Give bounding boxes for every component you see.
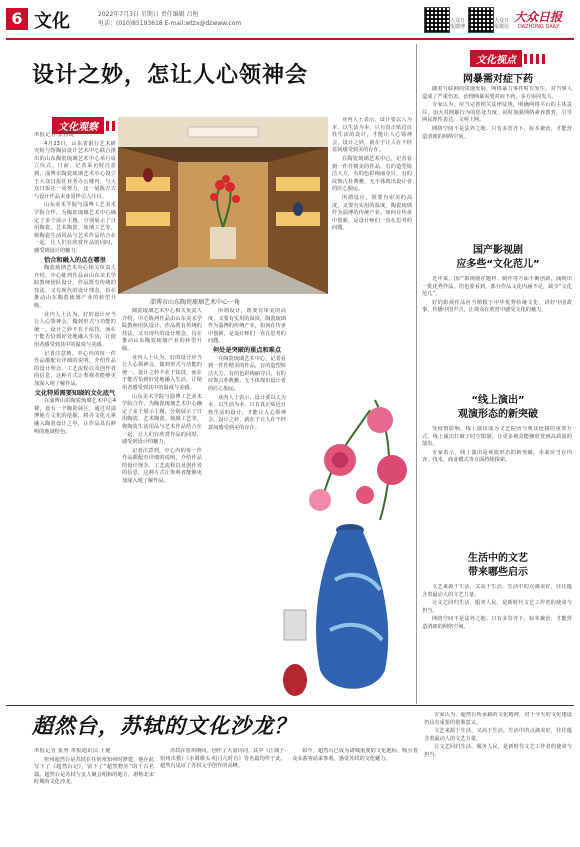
bottom-paragraph: 密州超然台是苏轼在任密州知州时修建，他在此写下了《超然台记》，留下了“超然物外”的千古名篇。超然台是苏轼与友人聚会唱和的地方，堪称北宋时期的文化沙龙。 (34, 756, 154, 786)
gallery-photo (118, 117, 328, 294)
middle-paragraph: 所谓设计，既要有审美的高度，又要有实用的温度。陶瓷琉璃作为淄博的传统产业，如何在传承中创新，是设计师们一直在思考的问题。 (208, 308, 286, 345)
middle-article (208, 308, 286, 700)
left-paragraph: 陶瓷琉璃艺术中心相关负责人介绍，中心陈列作品由山东美术学院教师团队设计，作品既有传统的技法，又有现代的设计理念，旨在推动山东陶瓷琉璃产业的转型升级。 (34, 265, 116, 310)
middle-paragraph: 业内人士表示，设计要以人为本，以生活为本，只有真正贴近百姓生活的设计，才能让人心领神会。设计之妙，就在于让人在不经意间感受到美的存在。 (332, 117, 412, 154)
newspaper-logo: 大众日报 (514, 10, 563, 24)
newspaper-logo-sub: DAZHONG DAILY (518, 24, 560, 30)
right-paragraph: 近年来，国产影视剧在题材、制作等方面不断创新，涌现出一批优秀作品。但也要看到，部分作品文化内涵不足，缺少“文化范儿”。 (422, 276, 572, 298)
blue-vase-illustration (280, 380, 420, 705)
page-header (6, 4, 574, 40)
middle-paragraph: 所谓设计，既要有审美的高度，又要有实用的温度。陶瓷琉璃作为淄博的传统产业，如何在传承中创新，是设计师们一直在思考的问题。 (332, 194, 412, 232)
tag-label: 文化视点 (470, 50, 522, 67)
page-number: 6 (6, 8, 28, 30)
bottom-paragraph: 文艺来源于生活，又高于生活。生活中的点滴美好，往往蕴含着最动人的文艺力量。 (424, 728, 572, 742)
right-paragraph: 网络空间不是法外之地。只有多管齐下、标本兼治，才能营造清朗的网络空间。 (422, 616, 572, 630)
bottom-paragraph: 如今，超然台已成为诸城重要的文化地标，吸引着众多游客前来参观，感受苏轼的文化魅力。 (292, 748, 418, 762)
right-paragraph: 网络空间不是法外之地。只有多管齐下、标本兼治，才能营造清朗的网络空间。 (422, 125, 572, 140)
left-paragraph: 在淄博山东陶瓷琉璃艺术中心4楼，设有一个陶瓷展区，通过对淄博地方文化的挖掘，将齐文化元素融入陶瓷设计之中，让作品具有鲜明的地域特色。 (34, 398, 116, 435)
right-paragraph: 随着互联网的快速发展，网络暴力事件时有发生，对当事人造成了严重伤害。治理网暴需要对症下药，多方协同发力。 (422, 86, 572, 100)
middle-paragraph: 在陶瓷琉璃艺术中心，记者看到一件件精美的作品，有的造型简洁大方，有的色彩绚丽夺目，有的纹饰古朴典雅，无不体现出设计者的匠心独运。 (208, 355, 286, 392)
meta-contact: 电话：(010)85193618 E-mail:wtzx@dzwww.com (98, 20, 242, 27)
right-paragraph: 文艺来源于生活，又高于生活。生活中的点滴美好，往往蕴含着最动人的文艺力量。 (422, 584, 572, 598)
left-paragraph: 山东美术学院与淄博工艺美术学院合作，为陶瓷琉璃艺术中心确定了多个展示主题，分别展示了日用陶瓷、艺术陶瓷、琉璃工艺等，将陶瓷生活用品与艺术作品结合在一起，让人们在欣赏作品的同时，感受到设计的魅力。 (122, 393, 202, 446)
right-article-title-2: 国产影视剧 应多些“文化范儿” (456, 245, 540, 270)
meta-date-editor: 2022年7月3日 星期日 责任编辑 吕桓 (98, 11, 199, 18)
wechat-qr-code-icon (468, 7, 494, 33)
bottom-paragraph: 苏轼在密州期间，创作了大量诗词，其中《江城子·密州出猎》《水调歌头·明月几时有》等名篇均作于此。超然台见证了苏轼文学创作的高峰。 (160, 748, 286, 770)
right-article-1 (422, 86, 572, 236)
page-meta (98, 10, 241, 28)
bottom-byline: 本报记者 张勇 本报通讯员 王健 (34, 748, 111, 754)
right-article-title-3: “线上演出” 观演形态的新突破 (458, 395, 538, 420)
left-paragraph: 记者注意到，中心内的每一件作品都配有详细的说明，介绍作品的设计理念、工艺流程以及创作者的信息，这种方式让参观者能够更加深入地了解作品。 (34, 350, 116, 387)
right-paragraph: 受疫情影响，线上演出成为文艺院团与观众连接的重要方式。线上演出打破了时空限制，让更多观众能够欣赏到高质量的演出。 (422, 426, 572, 448)
bottom-paragraph: 让文艺回归生活、服务人民，是新时代文艺工作者的使命与担当。 (424, 744, 572, 758)
left-byline: 本报记者 张春晓 (34, 132, 75, 138)
right-column-divider (416, 44, 417, 704)
qr-label-wechat: 大众日报微信 (494, 18, 510, 30)
left-article-continued (122, 308, 202, 700)
left-article (34, 132, 116, 692)
right-article-title-4: 生活中的文艺 带来哪些启示 (468, 553, 528, 578)
main-headline: 设计之妙，怎让人心领神会 (32, 63, 309, 88)
bottom-paragraph: 专家认为，超然台所承载的文化精神，对于今天的文化建设仍具有重要的借鉴意义。 (424, 712, 572, 726)
middle-paragraph: 业内人士表示，设计要以人为本，以生活为本，只有真正贴近百姓生活的设计，才能让人心领神会。设计之妙，就在于让人在不经意间感受到美的存在。 (208, 394, 286, 431)
right-article-4 (422, 584, 572, 704)
section-title: 文化 (34, 11, 70, 32)
right-paragraph: 让文艺回归生活、服务人民，是新时代文艺工作者的使命与担当。 (422, 600, 572, 614)
bottom-divider (6, 705, 574, 706)
left-paragraph: 陶瓷琉璃艺术中心相关负责人介绍，中心陈列作品由山东美术学院教师团队设计，作品既有传统的技法，又有现代的设计理念，旨在推动山东陶瓷琉璃产业的转型升级。 (122, 308, 202, 352)
bottom-headline: 超然台，苏轼的文化沙龙？ (32, 714, 296, 738)
right-paragraph: 好的影视作品应当植根于中华优秀传统文化，讲好中国故事，传播中国声音，让观众在欣赏中感受文化的魅力。 (422, 299, 572, 314)
right-article-3 (422, 426, 572, 544)
left-subheading-2: 文化特质需要知晓的文化底气 (34, 389, 116, 397)
tag-decoration (524, 54, 546, 64)
right-paragraph: 专家表示，线上演出是观演形态的新突破，未来应当在内容、技术、商业模式等方面持续探索。 (422, 449, 572, 464)
qr-label-weibo: 大众日报微博 (450, 18, 466, 30)
middle-subheading: 何处是突破的重点和难点 (212, 346, 282, 354)
tag-label: 文化观察 (52, 117, 104, 134)
right-article-2 (422, 276, 572, 386)
tag-culture-viewpoint (470, 50, 546, 67)
bottom-article-col-3 (292, 748, 418, 843)
weibo-qr-code-icon (424, 7, 450, 33)
right-article-title-1: 网暴需对症下药 (463, 74, 533, 85)
photo-caption: 淄博市山东陶瓷琉璃艺术中心一角 (150, 299, 241, 306)
bottom-article-col-1 (34, 748, 154, 843)
left-paragraph: 记者注意到，中心内的每一件作品都配有详细的说明，介绍作品的设计理念、工艺流程以及创作者的信息，这种方式让参观者能够更加深入地了解作品。 (122, 447, 202, 485)
left-subheading-1: 恰合和融入的点在哪里 (44, 256, 106, 264)
bottom-article-col-2 (160, 748, 286, 843)
left-paragraph: 业内人士认为，好的设计应当让人心领神会，做到形式与功能的统一。设计之妙不在于炫技，而在于能否恰到好处地融入生活，让使用者感受到其中的温度与美感。 (122, 354, 202, 391)
left-paragraph: 4月23日，山东省银行艺术研究院与馆陶县设计艺术中心联合推出的山东陶瓷琉璃艺术中心举行成立仪式。日前，记者采访时注意到，淄博市陶瓷琉璃艺术中心设立于大众日报社业务办公楼内，与大众日报社一同努力，这一展陈方式与设计作品本身同样引人注目。 (34, 140, 116, 200)
left-paragraph: 山东美术学院与淄博工艺美术学院合作，为陶瓷琉璃艺术中心确定了多个展示主题，分别展示了日用陶瓷、艺术陶瓷、琉璃工艺等，将陶瓷生活用品与艺术作品结合在一起，让人们在欣赏作品的同时，感受到设计的魅力。 (34, 202, 116, 254)
vase-artwork (280, 380, 420, 705)
left-paragraph: 业内人士认为，好的设计应当让人心领神会，做到形式与功能的统一。设计之妙不在于炫技，而在于能否恰到好处地融入生活，让使用者感受到其中的温度与美感。 (34, 311, 116, 349)
middle-paragraph: 在陶瓷琉璃艺术中心，记者看到一件件精美的作品，有的造型简洁大方，有的色彩绚丽夺目，有的纹饰古朴典雅，无不体现出设计者的匠心独运。 (332, 155, 412, 193)
middle-article-upper (332, 117, 412, 377)
gallery-interior-illustration (118, 117, 328, 294)
right-paragraph: 专家认为，应当完善相关法律法规，明确网络平台的主体责任，加大对网暴行为的惩处力度，同时加强网络素养教育，引导网民理性表达、文明上网。 (422, 102, 572, 124)
bottom-article-col-4 (424, 712, 572, 843)
